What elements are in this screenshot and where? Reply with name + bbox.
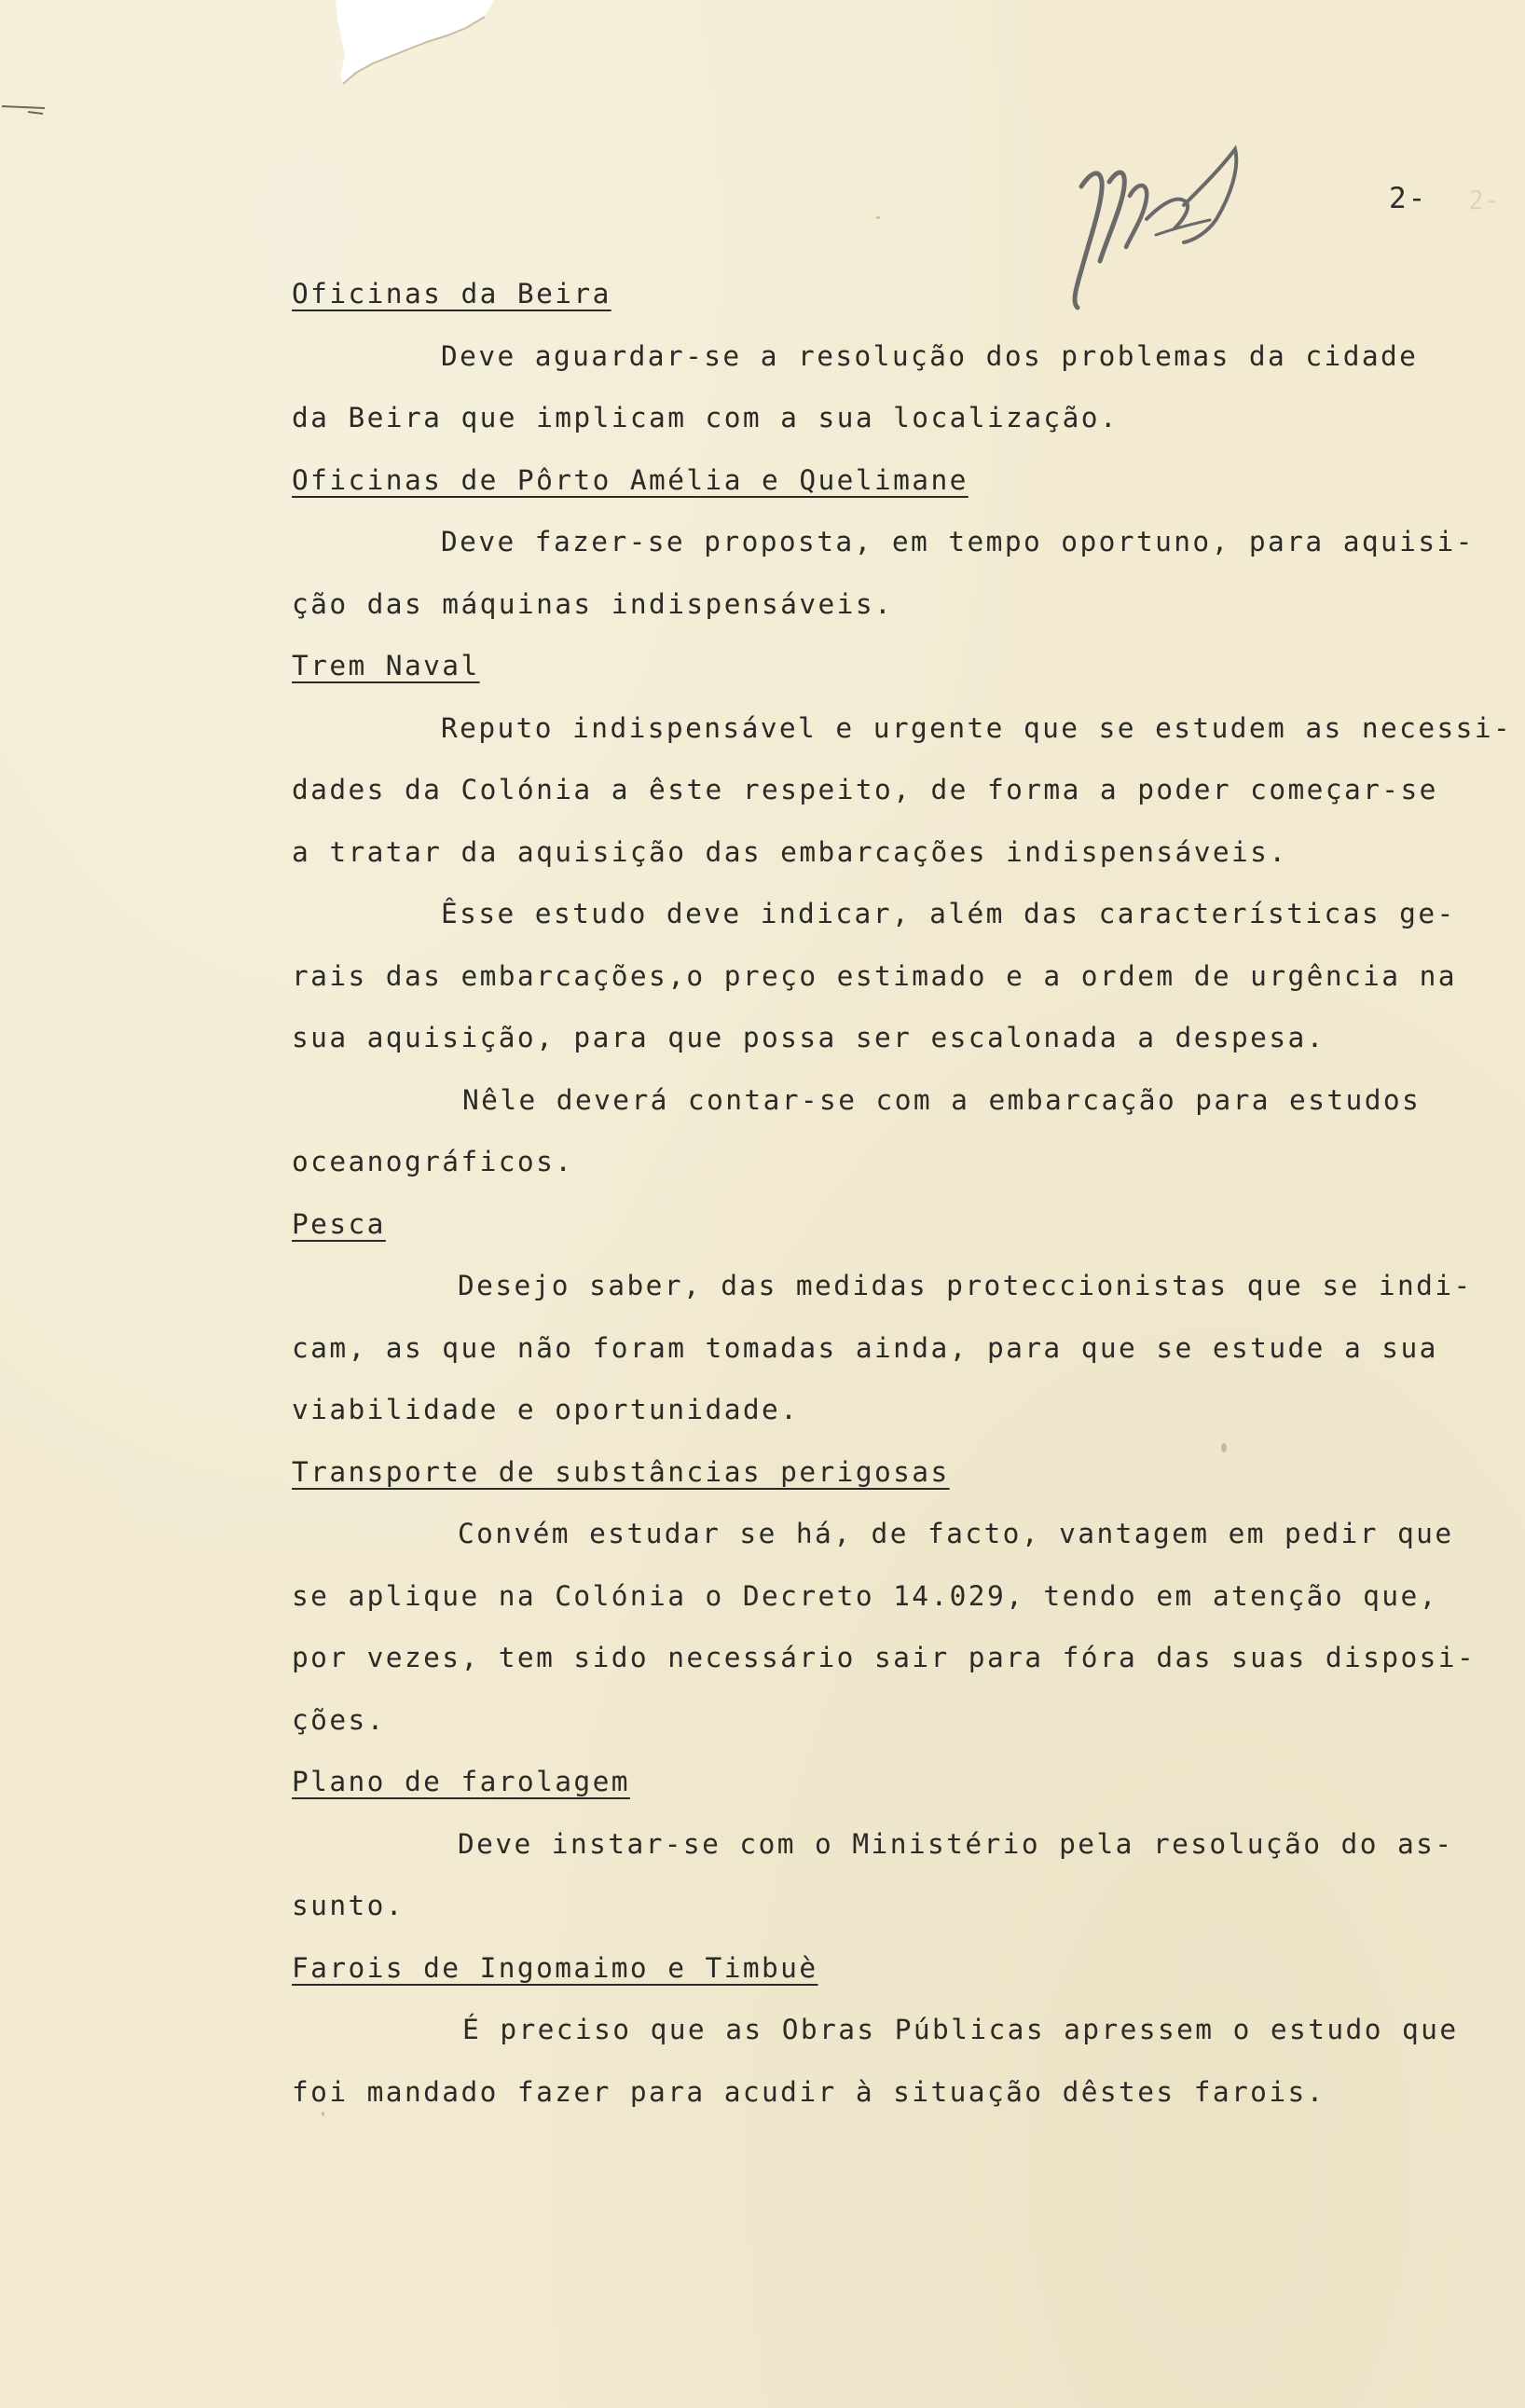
text-line [292,263,1504,325]
text-line: oceanográficos. [292,1146,574,1177]
text-line: a tratar da aquisição das embarcações indispensáveis. [292,835,1288,868]
page-number: 2- [1389,182,1428,215]
section-heading: Pesca [292,1207,386,1240]
text-line [292,1441,1504,1504]
section-heading: Oficinas da Beira [292,278,611,310]
text-line: foi mandado fazer para acudir à situação dêstes farois. [292,2075,1326,2108]
text-line: Convém estudar se há, de facto, vantagem em pedir que [458,1518,1454,1549]
text-line [292,449,1504,512]
text-line: da Beira que implicam com a sua localização. [292,402,1120,433]
text-line: Deve instar-se com o Ministério pela resolução do as- [458,1827,1454,1860]
text-line: dades da Colónia a êste respeito, de forma a poder começar-se [292,774,1438,805]
text-line [292,1193,1504,1256]
page-number-bleed: 2- [1468,185,1500,215]
text-line: por vezes, tem sido necessário sair para fóra das suas disposi- [292,1642,1477,1673]
text-line: se aplique na Colónia o Decreto 14.029, tendo em atenção que, [292,1579,1438,1612]
text-line: ções. [292,1703,386,1736]
text-line [292,1751,1504,1813]
section-heading: Farois de Ingomaimo e Timbuè [292,1951,818,1984]
section-heading: Plano de farolagem [292,1766,630,1797]
text-line: cam, as que não foram tomadas ainda, para que se estude a sua [292,1331,1438,1364]
section-heading: Transporte de substâncias perigosas [292,1455,950,1488]
text-line: sunto. [292,1890,405,1921]
text-line: Reputo indispensável e urgente que se estudem as necessi- [441,711,1513,744]
section-heading: Trem Naval [292,650,480,681]
text-line: ção das máquinas indispensáveis. [292,587,894,620]
text-line: sua aquisição, para que possa ser escalonada a despesa. [292,1022,1326,1053]
torn-corner-icon [336,0,494,89]
paper-speck [322,2112,324,2116]
text-line: Desejo saber, das medidas proteccionistas que se indi- [458,1270,1473,1301]
paper-speck [1221,1443,1227,1452]
text-line: É preciso que as Obras Públicas apressem o estudo que [462,2014,1459,2045]
text-line [292,1937,1504,2000]
margin-mark [0,93,51,131]
text-line: Nêle deverá contar-se com a embarcação para estudos [462,1083,1422,1116]
paper-speck [876,216,880,219]
text-line [292,635,1504,697]
document-body [292,263,1513,2123]
text-line: Deve fazer-se proposta, em tempo oportuno, para aquisi- [441,526,1475,557]
section-heading: Oficinas de Pôrto Amélia e Quelimane [292,463,969,496]
text-line: rais das embarcações,o preço estimado e a ordem de urgência na [292,959,1457,992]
text-line: Deve aguardar-se a resolução dos problemas da cidade [441,339,1419,372]
text-line: Êsse estudo deve indicar, além das características ge- [441,898,1456,929]
text-line: viabilidade e oportunidade. [292,1394,800,1425]
